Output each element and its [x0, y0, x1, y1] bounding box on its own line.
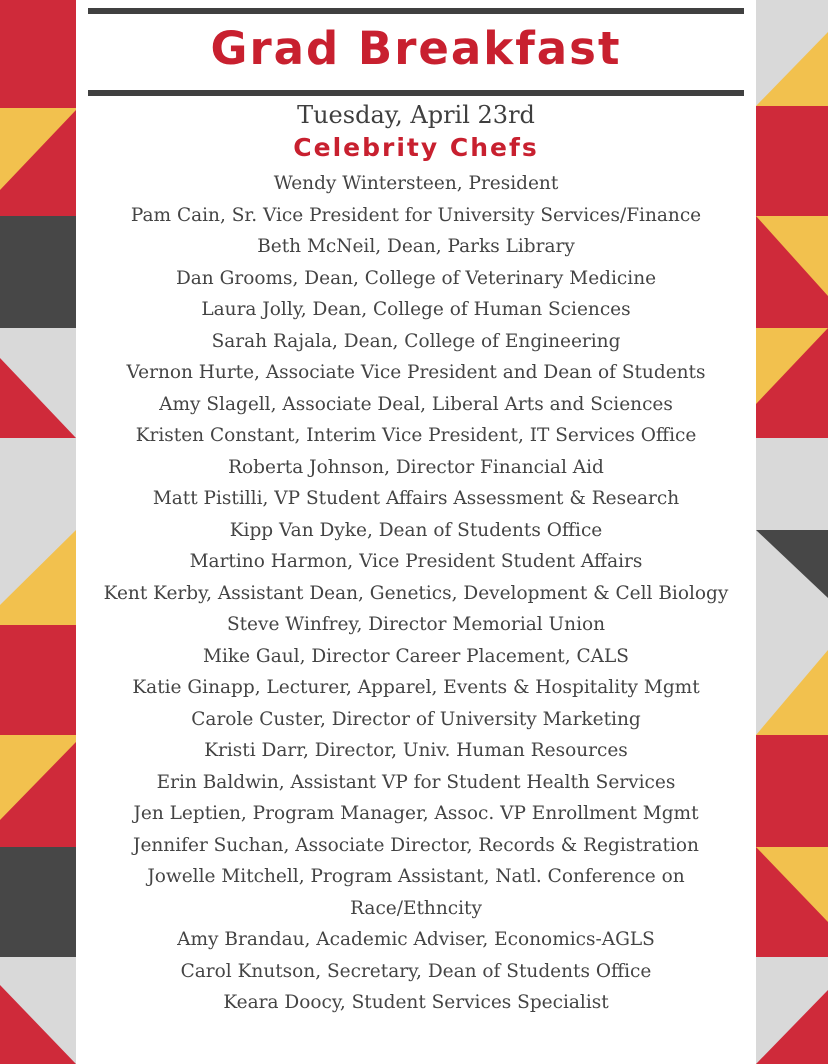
chef-list-item: Beth McNeil, Dean, Parks Library — [257, 236, 575, 257]
chef-list-item: Carole Custer, Director of University Marketing — [191, 708, 641, 730]
chef-list-item: Dan Grooms, Dean, College of Veterinary Medicine — [175, 267, 657, 289]
chef-list-item: Kristen Constant, Interim Vice President, IT Services Office — [135, 425, 697, 446]
section-subtitle: Celebrity Chefs — [293, 133, 539, 162]
left-decorative-border — [0, 0, 76, 1064]
page-title: Grad Breakfast — [210, 22, 622, 75]
chef-list-item: Kristi Darr, Director, Univ. Human Resources — [204, 740, 628, 761]
chef-list-item: Amy Slagell, Associate Deal, Liberal Arts and Sciences — [159, 393, 673, 415]
chef-list-item: Jowelle Mitchell, Program Assistant, Natl. Conference on Race/Ethncity — [147, 866, 685, 919]
chef-list-item: Wendy Wintersteen, President — [273, 173, 559, 194]
chef-list-item: Steve Winfrey, Director Memorial Union — [226, 614, 606, 635]
chef-list-item: Erin Baldwin, Assistant VP for Student Health Services — [156, 771, 676, 793]
chef-list-item: Keara Doocy, Student Services Specialist — [223, 992, 609, 1013]
chef-list-item: Katie Ginapp, Lecturer, Apparel, Events & Hospitality Mgmt — [132, 677, 700, 698]
chef-list-item: Kipp Van Dyke, Dean of Students Office — [229, 519, 603, 541]
left-triangle-pattern — [0, 0, 76, 1064]
title-underline-rule — [88, 90, 744, 96]
chef-list-item: Pam Cain, Sr. Vice President for University Services/Finance — [130, 204, 702, 226]
chef-list-item: Carol Knutson, Secretary, Dean of Students Office — [180, 960, 652, 982]
chef-list-item: Mike Gaul, Director Career Placement, CALS — [203, 645, 629, 667]
chef-list-item: Matt Pistilli, VP Student Affairs Assessment & Research — [152, 488, 680, 509]
event-date: Tuesday, April 23rd — [297, 101, 535, 129]
chef-list-item: Vernon Hurte, Associate Vice President and Dean of Students — [126, 362, 706, 383]
chef-list — [76, 168, 756, 1019]
chef-list-item: Kent Kerby, Assistant Dean, Genetics, Development & Cell Biology — [103, 582, 729, 604]
right-triangle-pattern — [756, 0, 828, 1064]
chef-list-item: Amy Brandau, Academic Adviser, Economics-AGLS — [177, 929, 655, 950]
chef-list-item: Roberta Johnson, Director Financial Aid — [228, 456, 604, 478]
chef-list-item: Sarah Rajala, Dean, College of Engineering — [211, 330, 621, 352]
chef-list-item: Jen Leptien, Program Manager, Assoc. VP Enrollment Mgmt — [133, 803, 699, 824]
top-rule — [88, 8, 744, 14]
flyer-panel — [76, 0, 756, 1064]
chef-list-item: Laura Jolly, Dean, College of Human Sciences — [201, 299, 631, 320]
right-decorative-border — [756, 0, 828, 1064]
chef-list-item: Jennifer Suchan, Associate Director, Records & Registration — [133, 834, 699, 856]
chef-list-item: Martino Harmon, Vice President Student Affairs — [189, 551, 643, 572]
